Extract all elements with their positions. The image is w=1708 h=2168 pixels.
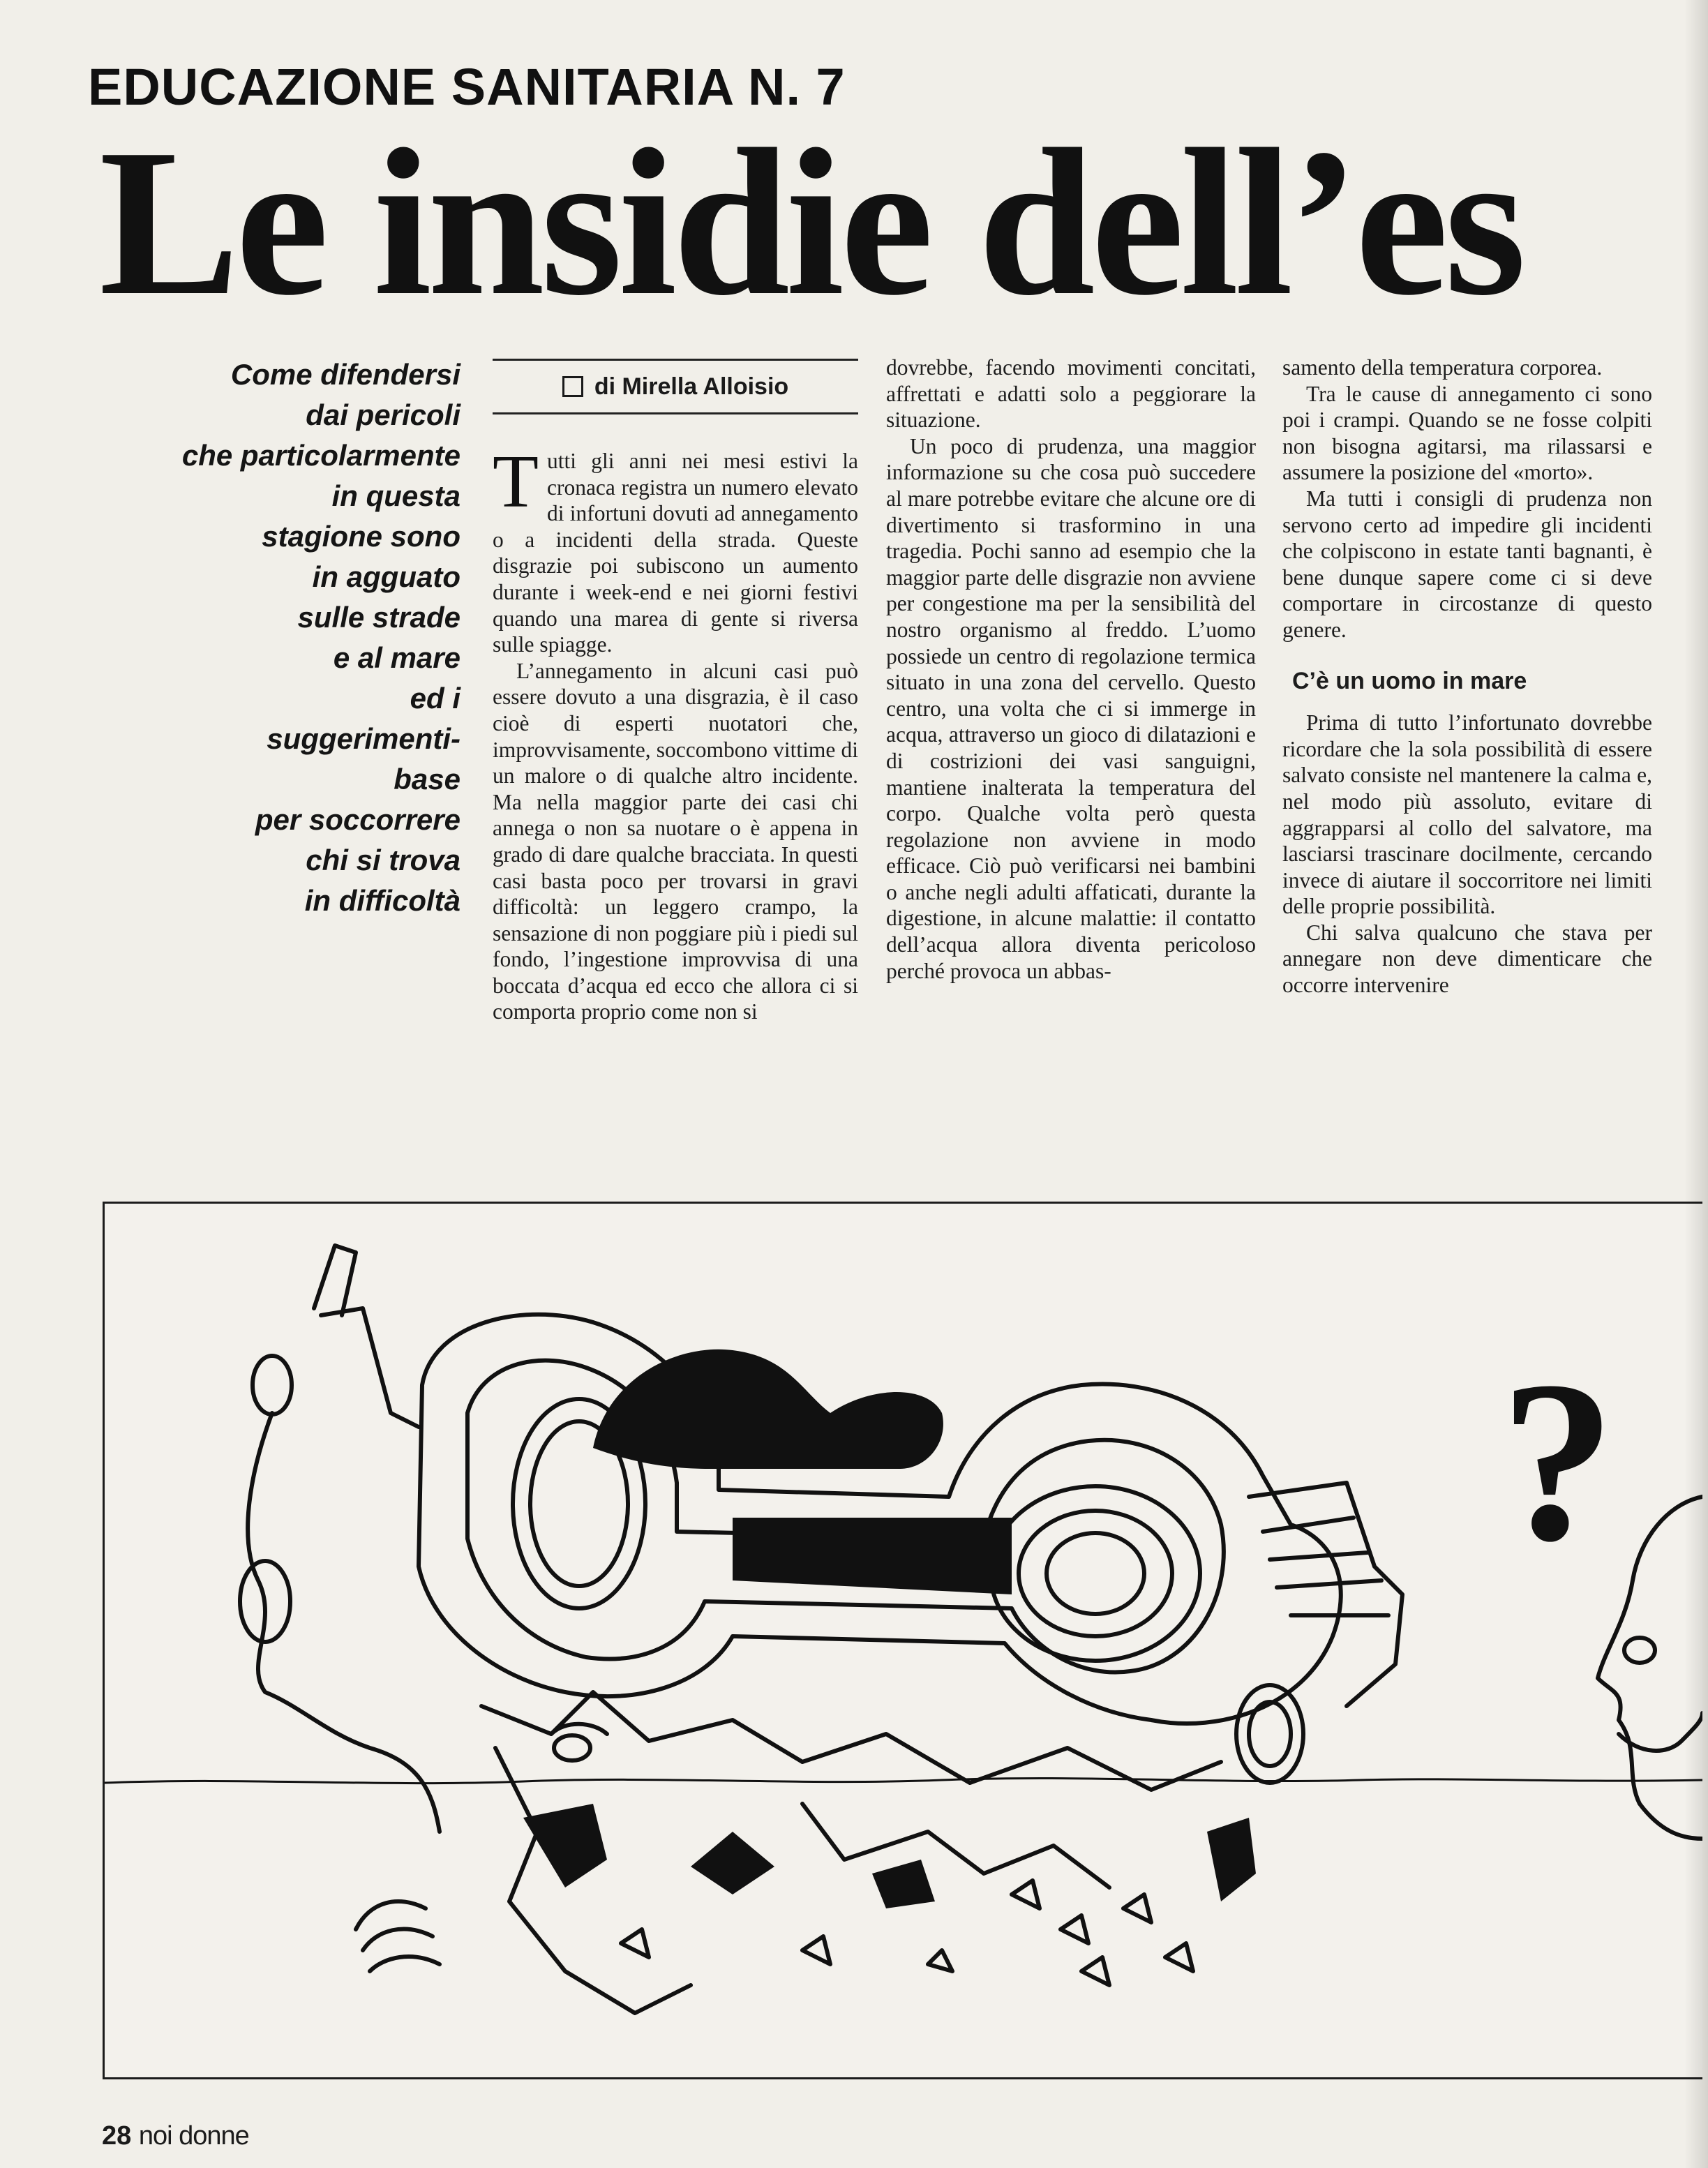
section-title: C’è un uomo in mare	[1292, 667, 1527, 694]
paragraph	[493, 440, 858, 658]
page-number: 28	[102, 2121, 132, 2151]
swimmer-eye	[554, 1735, 590, 1760]
paragraph: dovrebbe, facendo movimenti concitati, affrettati e adatti solo a peggiorare la situazione.	[886, 355, 1256, 433]
exhaust-tip	[314, 1246, 356, 1315]
subheadline	[112, 354, 460, 921]
subhead-line: dai pericoli	[306, 398, 460, 431]
subhead-line: base	[394, 763, 460, 795]
waving-hand-lines	[356, 1901, 440, 1971]
paragraph: Un poco di prudenza, una maggior informazione su che cosa può succedere al mare potrebbe evitare che alcune ore di divertimento si trasformino in una tragedia. Pochi sanno ad esempio che la maggior parte delle disgrazie non avviene per congestione ma per la sensibilità del nostro organismo al freddo. L’uomo possiede un centro di regolazione termica situato in una zona del cervello. Questo centro, una volta che ci si immerge in acqua, attraverso un gioco di dilatazioni e di costrizioni dei vasi sanguigni, mantiene inalterata la temperatura del corpo. Qualche volta però questa regolazione non avviene in modo efficace. Ciò può verificarsi nei bambini o anche negli adulti affaticati, durante la digestione, in alcune malattie: il contatto dell’acqua allora diventa pericoloso perché provoca un abbas-	[886, 433, 1256, 983]
paragraph: Chi salva qualcuno che stava per annegare non deve dimenticare che occorre intervenire	[1282, 920, 1652, 998]
paragraph: L’annegamento in alcuni casi può essere dovuto a una disgrazia, è il caso cioè di esperti nuotatori che, improvvisamente, soccombono vittime di un malore o di qualche altro incidente. Ma nella maggior parte dei casi chi annega o non sa nuotare o è appena in grado di dare qualche bracciata. In questi casi basta poco per trovarsi in gravi difficoltà: un leggero crampo, la sensazione di non poggiare più i piedi sul fondo, l’ingestione improvvisa di una boccata d’acqua ed ecco che allora ci si comporta proprio come non si	[493, 658, 858, 1024]
subhead-line: stagione sono	[262, 520, 460, 553]
subhead-line: chi si trova	[306, 844, 460, 876]
cartoon-illustration	[103, 1202, 1702, 2079]
article-column-1	[493, 440, 858, 1025]
car-grille	[1263, 1518, 1388, 1615]
overturned-car-drawing	[105, 1204, 1702, 2077]
headline: Le insidie dell’es	[99, 106, 1522, 339]
subhead-line: in agguato	[312, 560, 460, 593]
crack-line	[802, 1804, 1109, 1887]
headlight-inner	[1249, 1702, 1291, 1766]
byline	[493, 359, 858, 414]
subhead-line: e al mare	[333, 641, 460, 674]
ink-fills	[523, 1350, 1256, 1908]
sea-surface	[105, 1778, 1702, 1783]
car-roof-shadow	[593, 1350, 943, 1469]
subhead-line: in questa	[331, 479, 460, 512]
hose-line	[248, 1413, 440, 1832]
article-column-2	[886, 354, 1256, 984]
paragraph-text: utti gli anni nei mesi estivi la cronaca registra un numero elevato di infortuni dovuti ad annegamento o a incidenti della strada. Queste disgrazie poi subiscono un aumento durante i week-end e nei giorni festivi quando una marea di gente si riversa sulle spiagge.	[493, 449, 858, 657]
subhead-line: Come difendersi	[230, 358, 460, 391]
wheel-right-rim	[1019, 1511, 1172, 1636]
drop-cap: T	[493, 440, 539, 523]
observer-eye	[1624, 1638, 1655, 1663]
page-gutter-shadow	[1684, 0, 1708, 2168]
car-underside-shadow	[733, 1518, 1012, 1594]
paragraph: Prima di tutto l’infortunato dovrebbe ricordare che la sola possibilità di essere salvato consiste nel mantenere la calma e, nel modo più assoluto, evitare di aggrapparsi al collo del salvatore, ma lasciarsi trascinare docilmente, cercando invece di aiutare il soccorritore nei limiti delle proprie possibilità.	[1282, 710, 1652, 919]
subhead-line: per soccorrere	[255, 803, 460, 836]
subhead-line: in difficoltà	[304, 884, 460, 917]
question-mark-icon: ?	[1500, 1334, 1615, 1589]
paragraph: Tra le cause di annegamento ci sono poi i crampi. Quando se ne fosse colpiti non bisogna agitarsi, ma rilassarsi e assumere la posizione del «morto».	[1282, 381, 1652, 485]
square-bullet-icon	[562, 376, 583, 397]
subhead-line: suggerimenti-	[267, 722, 460, 755]
paragraph: samento della temperatura corporea.	[1282, 355, 1603, 380]
paragraph: Ma tutti i consigli di prudenza non servono certo ad impedire gli incidenti che colpiscono in estate tanti bagnanti, è bene dunque sapere come ci si deve comportare in circostanze di questo genere.	[1282, 486, 1652, 642]
section-kicker: EDUCAZIONE SANITARIA N. 7	[88, 58, 846, 116]
subhead-line: che particolarmente	[181, 439, 460, 472]
subhead-line: sulle strade	[297, 601, 460, 634]
page-footer	[102, 2121, 249, 2151]
article-column-3	[1282, 354, 1652, 999]
wheel-right-hub	[1047, 1533, 1144, 1614]
car-bumper	[1249, 1483, 1402, 1706]
exhaust-ring	[253, 1356, 292, 1414]
exhaust-pipe	[321, 1308, 419, 1427]
ink-blotch	[523, 1804, 1256, 1908]
subhead-line: ed i	[410, 682, 460, 715]
author-name: di Mirella Alloisio	[594, 373, 789, 400]
crack-line	[481, 1692, 1221, 1790]
magazine-name: noi donne	[138, 2121, 249, 2151]
crack-line	[495, 1748, 691, 2013]
